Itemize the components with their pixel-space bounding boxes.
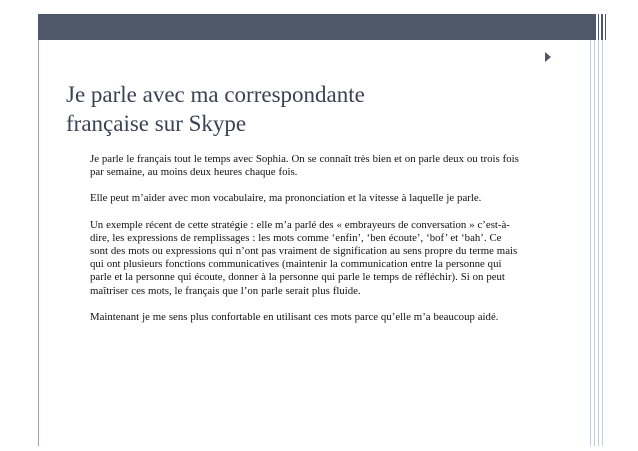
header-stripes — [594, 14, 607, 40]
slide-title-line: Je parle avec ma correspondante — [66, 82, 365, 107]
slide-title — [66, 80, 536, 138]
body-paragraph: Maintenant je me sens plus confortable en utilisant ces mots parce qu’elle m’a beaucoup aidé. — [90, 310, 499, 323]
body-paragraph: Je parle le français tout le temps avec Sophia. On se connaît très bien et on parle deux ou trois fois par semaine, au moins deux heures chaque fois. — [90, 153, 519, 179]
right-border-lines — [590, 40, 603, 446]
left-border-line — [38, 40, 39, 446]
triangle-marker-icon — [545, 52, 551, 62]
body-paragraph: Un exemple récent de cette stratégie : elle m’a parlé des « embrayeurs de conversation » c’est-à-dire, les expressions de remplissages : les mots comme ‘enfin’, ‘ben écoute’, ‘bof’ et ‘bah’. Ce sont des mots ou expressions qui n’ont pas vraiment de signification au sens propre du terme mais qui ont plusieurs fonctions communicatives (maintenir la communication entre la personne qui parle et la personne qui écoute, donner à la personne qui parle le temps de réfléchir). Si on peut maîtriser ces mots, le français que l’on parle serait plus fluide. — [90, 218, 518, 297]
slide-title-line: française sur Skype — [66, 111, 247, 136]
header-bar — [38, 14, 594, 40]
body-paragraph: Elle peut m’aider avec mon vocabulaire, ma prononciation et la vitesse à laquelle je parle. — [90, 192, 482, 205]
slide-body — [90, 153, 520, 337]
